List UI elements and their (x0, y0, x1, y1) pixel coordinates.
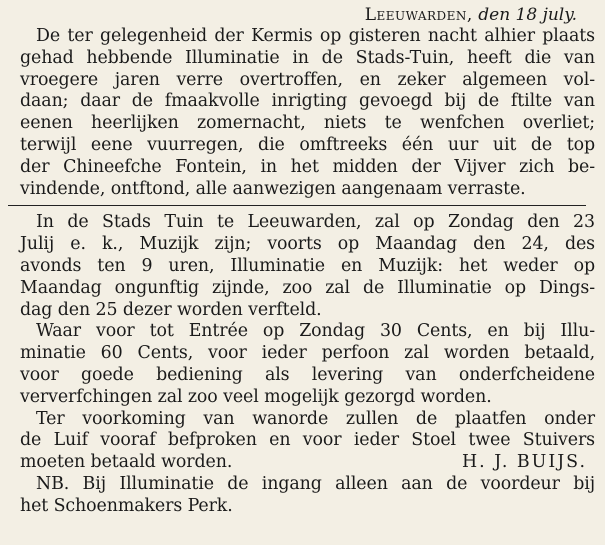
ad-line: Julij e. k., Muzijk zijn; voorts op Maandag den 24, des (20, 234, 595, 255)
section-divider (8, 205, 586, 206)
nb-line: NB. Bij Illuminatie de ingang alleen aan de voordeur bij (36, 473, 595, 494)
ad-line: dag den 25 dezer worden verfteld. (20, 299, 322, 320)
news-line: De ter gelegenheid der Kermis op gisteren nacht alhier plaats (36, 26, 595, 46)
ad-line: avonds ten 9 uren, Illuminatie en Muzijk: het weder op (20, 255, 595, 276)
ad-paragraph (20, 321, 595, 408)
news-line: gehad hebbende Illuminatie in de Stads-Tuin, heeft die van (20, 47, 595, 68)
ad-line: voor goede bediening als levering van onderfcheidene (20, 364, 595, 385)
news-line: eenen heerlijken zomernacht, niets te wenfchen overliet; (20, 113, 595, 134)
ad-signature-line (20, 452, 595, 474)
news-line: der Chineefche Fontein, in het midden der Vijver zich be- (20, 156, 595, 177)
news-report (20, 26, 595, 200)
ad-line: In de Stads Tuin te Leeuwarden, zal op Zondag den 23 (36, 212, 595, 233)
signature: H. J. BUIJS. (462, 452, 587, 473)
advertisement (20, 212, 595, 517)
dateline-date: den 18 july. (478, 5, 577, 25)
news-line: terwijl eene vuurregen, die omftreeks één uur uit de top (20, 134, 595, 155)
ad-line: de Luif vooraf befproken en voor ieder Stoel twee Stuivers (20, 430, 595, 451)
ad-line: Waar voor tot Entrée op Zondag 30 Cents, en bij Illu- (36, 321, 595, 342)
payment-note: moeten betaald worden. (20, 452, 233, 473)
ad-line: minatie 60 Cents, voor ieder perfoon zal worden betaald, (20, 343, 595, 364)
ad-paragraph (20, 409, 595, 474)
nb-line: het Schoenmakers Perk. (20, 495, 233, 516)
nb-note (20, 474, 595, 518)
dateline-place: Leeuwarden, (364, 5, 473, 25)
ad-paragraph (20, 212, 595, 321)
dateline (20, 4, 595, 26)
ad-line: Maandag ongunftig zijnde, zoo zal de Illuminatie op Dings- (20, 277, 595, 298)
news-line: daan; daar de fmaakvolle inrigting gevoegd bij de ftilte van (20, 91, 595, 112)
ad-line: Ter voorkoming van wanorde zullen de plaatfen onder (36, 408, 595, 429)
ad-line: ververfchingen zal zoo veel mogelijk gezorgd worden. (20, 386, 492, 407)
news-line: vindende, ontftond, alle aanwezigen aangenaam verraste. (20, 178, 526, 199)
news-line: vroegere jaren verre overtroffen, en zeker algemeen vol- (20, 69, 595, 90)
